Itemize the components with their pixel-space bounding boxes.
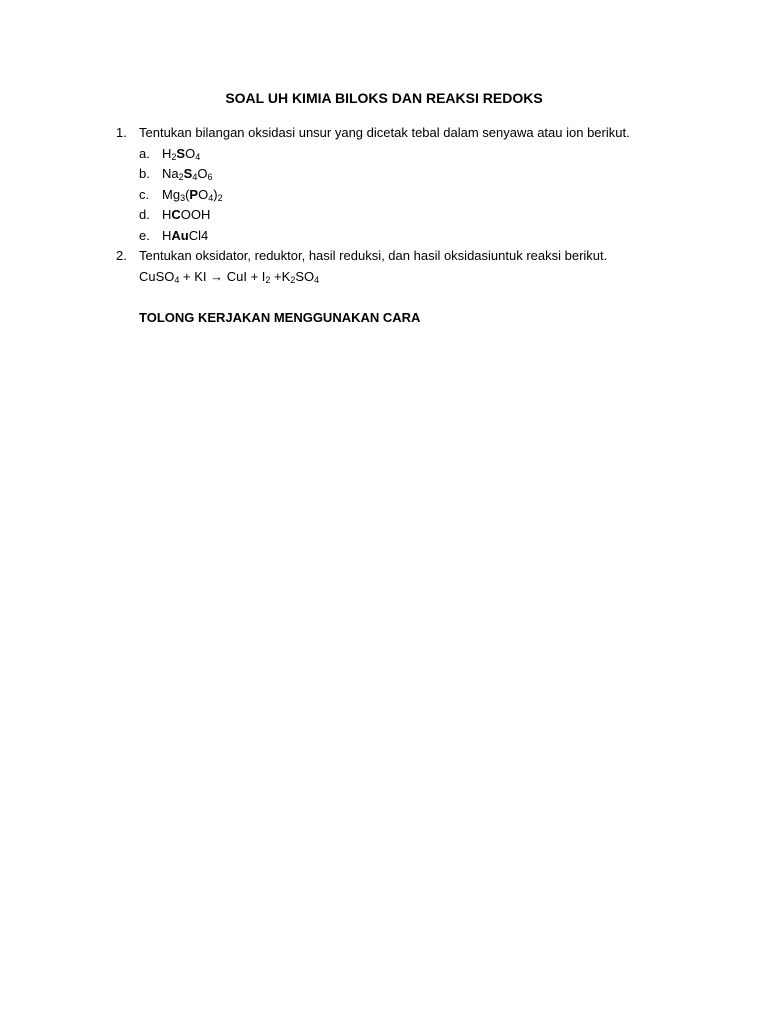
formula-na2s4o6: $Na_2S_4O_6$ [162, 166, 213, 182]
item-c [139, 187, 223, 202]
item-e [139, 228, 208, 243]
question-text: Tentukan oksidator, reduktor, hasil reduksi, dan hasil oksidasiuntuk reaksi berikut. [139, 248, 608, 263]
reaction-equation: CuSO$_4$ + KI → CuI + $I_2 +K_2SO_4$ [139, 269, 320, 285]
item-label: d. [139, 207, 150, 222]
question-number: 1. [116, 125, 127, 140]
formula-mg3po42: $Mg_3(PO_4)_2$ [162, 187, 223, 203]
item-label: e. [139, 228, 150, 243]
question-text: Tentukan bilangan oksidasi unsur yang dicetak tebal dalam senyawa atau ion berikut. [139, 125, 630, 140]
question-1 [116, 125, 630, 140]
formula-hcooh: HCOOH [162, 207, 211, 222]
item-d [139, 207, 210, 222]
instruction-note: TOLONG KERJAKAN MENGGUNAKAN CARA [139, 310, 421, 325]
item-a [139, 146, 200, 161]
item-label: b. [139, 166, 150, 181]
item-label: c. [139, 187, 150, 202]
item-label: a. [139, 146, 150, 161]
document-title: SOAL UH KIMIA BILOKS DAN REAKSI REDOKS [225, 90, 543, 106]
formula-h2so4: $H_2SO_4$ [162, 146, 201, 162]
arrow-icon: → [210, 269, 224, 284]
question-2 [116, 248, 607, 263]
question-number: 2. [116, 248, 127, 263]
formula-haucl4: HAuCl4 [162, 228, 209, 243]
item-b [139, 166, 212, 181]
